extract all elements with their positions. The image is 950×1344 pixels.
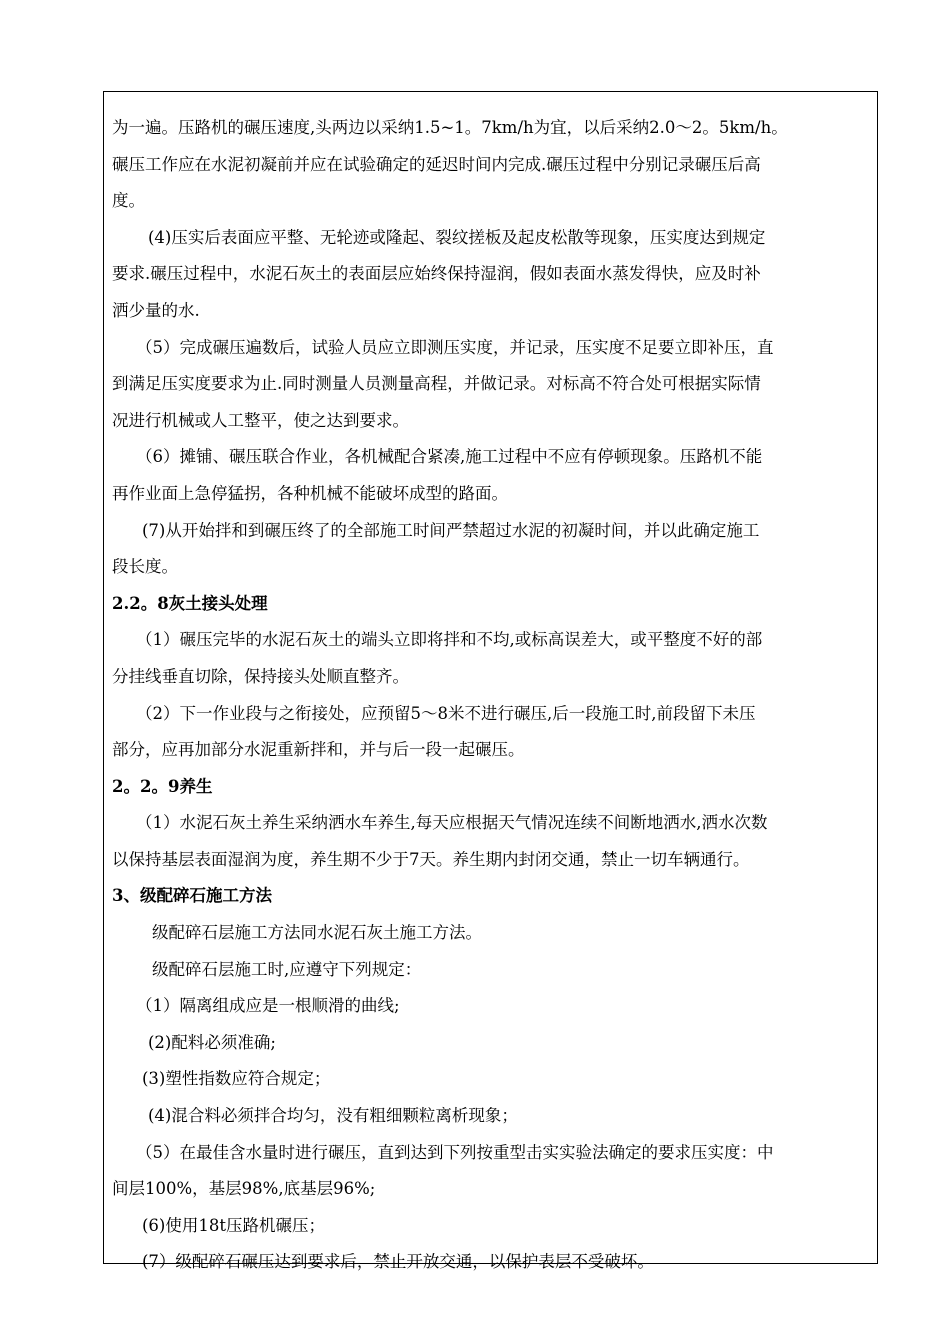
text-line: (4)混合料必须拌合均匀，没有粗细颗粒离析现象； — [148, 1106, 518, 1126]
text-line: 间层100%，基层98%,底基层96%; — [112, 1179, 376, 1199]
text-line: 级配碎石层施工方法同水泥石灰土施工方法。 — [152, 923, 482, 943]
section-heading: 2.2。8灰土接头处理 — [112, 593, 268, 613]
text-line: （5）在最佳含水量时进行碾压，直到达到下列按重型击实实验法确定的要求压实度：中 — [136, 1142, 774, 1162]
section-heading: 2。2。9养生 — [112, 776, 213, 796]
text-line: （1）水泥石灰土养生采纳洒水车养生,每天应根据天气情况连续不间断地洒水,洒水次数 — [136, 813, 768, 833]
text-line: (3)塑性指数应符合规定； — [142, 1069, 331, 1089]
text-line: (7)从开始拌和到碾压终了的全部施工时间严禁超过水泥的初凝时间，并以此确定施工 — [142, 520, 760, 540]
text-line: (6)使用18t压路机碾压； — [142, 1215, 325, 1235]
text-line: 段长度。 — [112, 557, 178, 577]
text-line: 到满足压实度要求为止.同时测量人员测量高程，并做记录。对标高不符合处可根据实际情 — [112, 374, 761, 394]
text-line: （5）完成碾压遍数后，试验人员应立即测压实度，并记录，压实度不足要立即补压，直 — [136, 337, 774, 357]
text-line: 况进行机械或人工整平，使之达到要求。 — [112, 410, 409, 430]
text-line: （2）下一作业段与之衔接处，应预留5～8米不进行碾压,后一段施工时,前段留下未压 — [136, 703, 756, 723]
text-line: 再作业面上急停猛拐，各种机械不能破坏成型的路面。 — [112, 483, 508, 503]
text-line: (7）级配碎石碾压达到要求后，禁止开放交通，以保护表层不受破坏。 — [142, 1252, 654, 1272]
text-line: （6）摊铺、碾压联合作业，各机械配合紧凑,施工过程中不应有停顿现象。压路机不能 — [136, 447, 763, 467]
text-line: 以保持基层表面湿润为度，养生期不少于7天。养生期内封闭交通，禁止一切车辆通行。 — [112, 849, 750, 869]
text-line: 要求.碾压过程中，水泥石灰土的表面层应始终保持湿润，假如表面水蒸发得快，应及时补 — [112, 264, 761, 284]
section-heading: 3、级配碎石施工方法 — [112, 886, 272, 906]
text-line: 碾压工作应在水泥初凝前并应在试验确定的延迟时间内完成.碾压过程中分别记录碾压后高 — [112, 154, 761, 174]
text-line: 洒少量的水. — [112, 300, 200, 320]
text-line: 级配碎石层施工时,应遵守下列规定： — [152, 959, 422, 979]
text-line: （1）隔离组成应是一根顺滑的曲线; — [136, 996, 400, 1016]
text-line: 度。 — [112, 191, 145, 211]
text-line: 部分，应再加部分水泥重新拌和，并与后一段一起碾压。 — [112, 740, 525, 760]
document-body — [112, 120, 872, 1291]
text-line: （1）碾压完毕的水泥石灰土的端头立即将拌和不均,或标高误差大，或平整度不好的部 — [136, 630, 763, 650]
text-line: (4)压实后表面应平整、无轮迹或隆起、裂纹搓板及起皮松散等现象，压实度达到规定 — [148, 227, 766, 247]
text-line: 分挂线垂直切除，保持接头处顺直整齐。 — [112, 666, 409, 686]
text-line: (2)配料必须准确; — [148, 1032, 276, 1052]
text-line: 为一遍。压路机的碾压速度,头两边以采纳1.5~1。7km/h为宜，以后采纳2.0～2。5km/h。 — [112, 118, 788, 137]
